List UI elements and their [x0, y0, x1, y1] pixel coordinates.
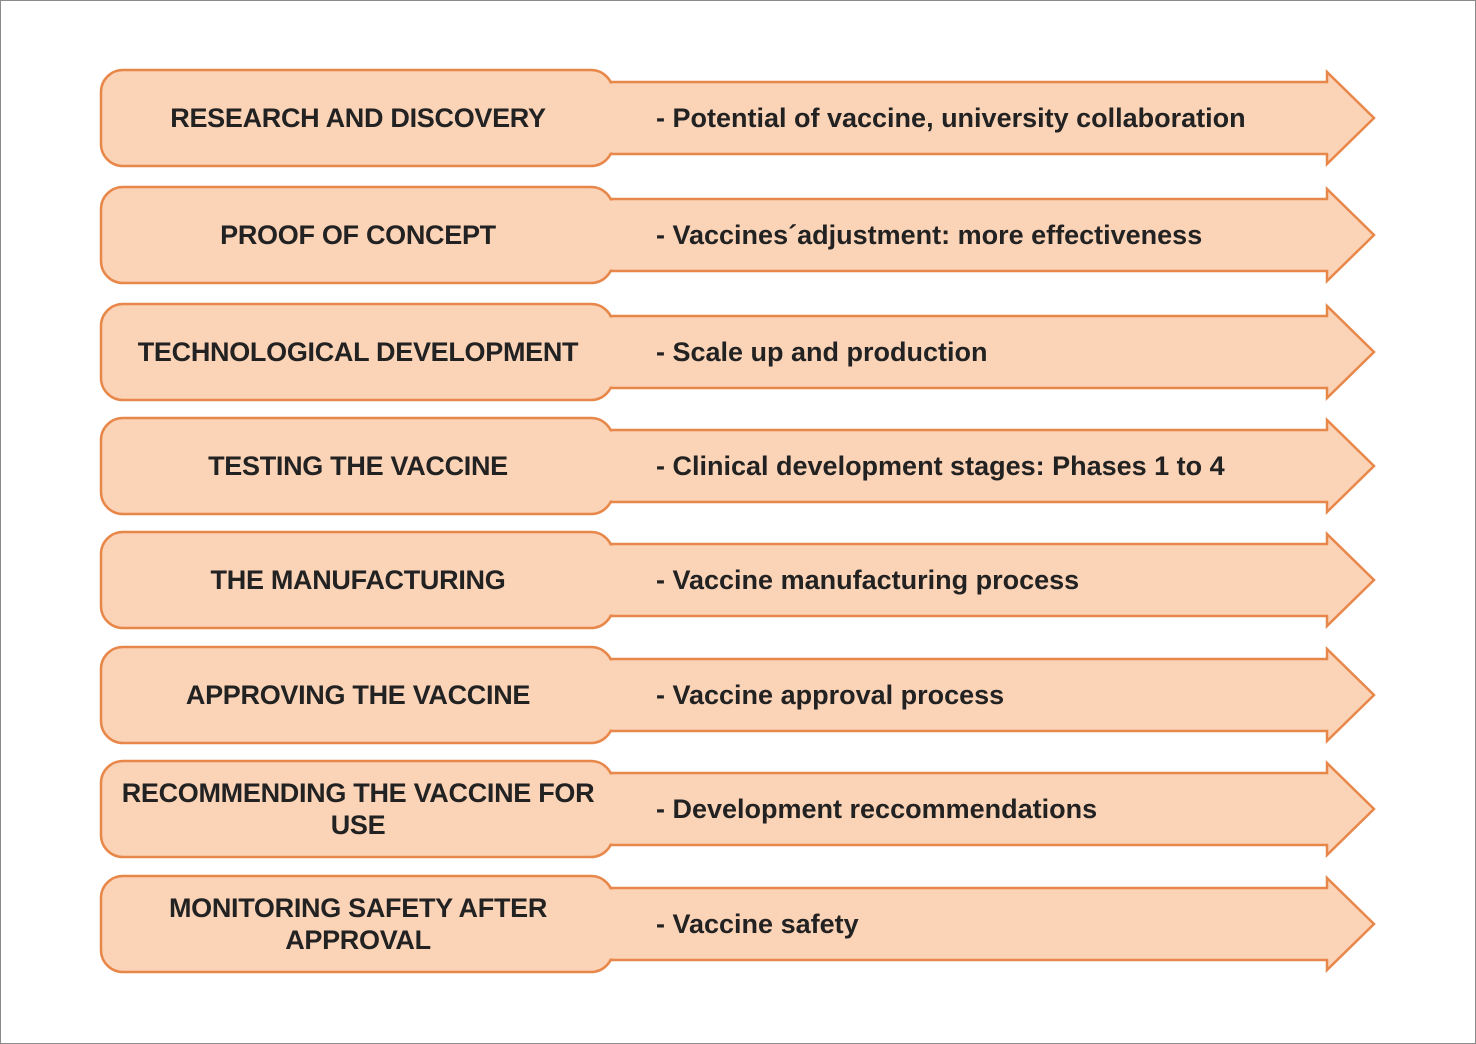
- stage-label: RESEARCH AND DISCOVERY: [170, 103, 546, 133]
- stage-description: - Development reccommendations: [656, 793, 1098, 824]
- stage-row-proof: [0, 185, 1476, 285]
- stage-description: - Vaccines´adjustment: more effectiveness: [656, 219, 1203, 250]
- stage-description: - Vaccine approval process: [656, 679, 1005, 710]
- stage-row-research: [0, 68, 1476, 168]
- stage-description: - Vaccine manufacturing process: [656, 564, 1080, 595]
- stage-description: - Vaccine safety: [656, 908, 859, 939]
- stage-label: MONITORING SAFETY AFTER APPROVAL: [168, 893, 548, 955]
- stage-row-technological: [0, 302, 1476, 402]
- stage-description: - Clinical development stages: Phases 1 to 4: [656, 450, 1225, 481]
- stage-label: TECHNOLOGICAL DEVELOPMENT: [137, 337, 579, 367]
- stage-row-recommending: [0, 759, 1476, 859]
- stage-row-monitoring: [0, 874, 1476, 974]
- stage-row-manufacturing: [0, 530, 1476, 630]
- stage-label: PROOF OF CONCEPT: [220, 220, 496, 250]
- stage-row-testing: [0, 416, 1476, 516]
- stage-description: - Scale up and production: [656, 336, 988, 367]
- stage-description: - Potential of vaccine, university collaboration: [656, 102, 1246, 133]
- stage-row-approving: [0, 645, 1476, 745]
- stage-label: TESTING THE VACCINE: [208, 451, 508, 481]
- stage-label: THE MANUFACTURING: [210, 565, 506, 595]
- stage-label: RECOMMENDING THE VACCINE FOR USE: [121, 778, 595, 840]
- stage-label: APPROVING THE VACCINE: [185, 680, 531, 710]
